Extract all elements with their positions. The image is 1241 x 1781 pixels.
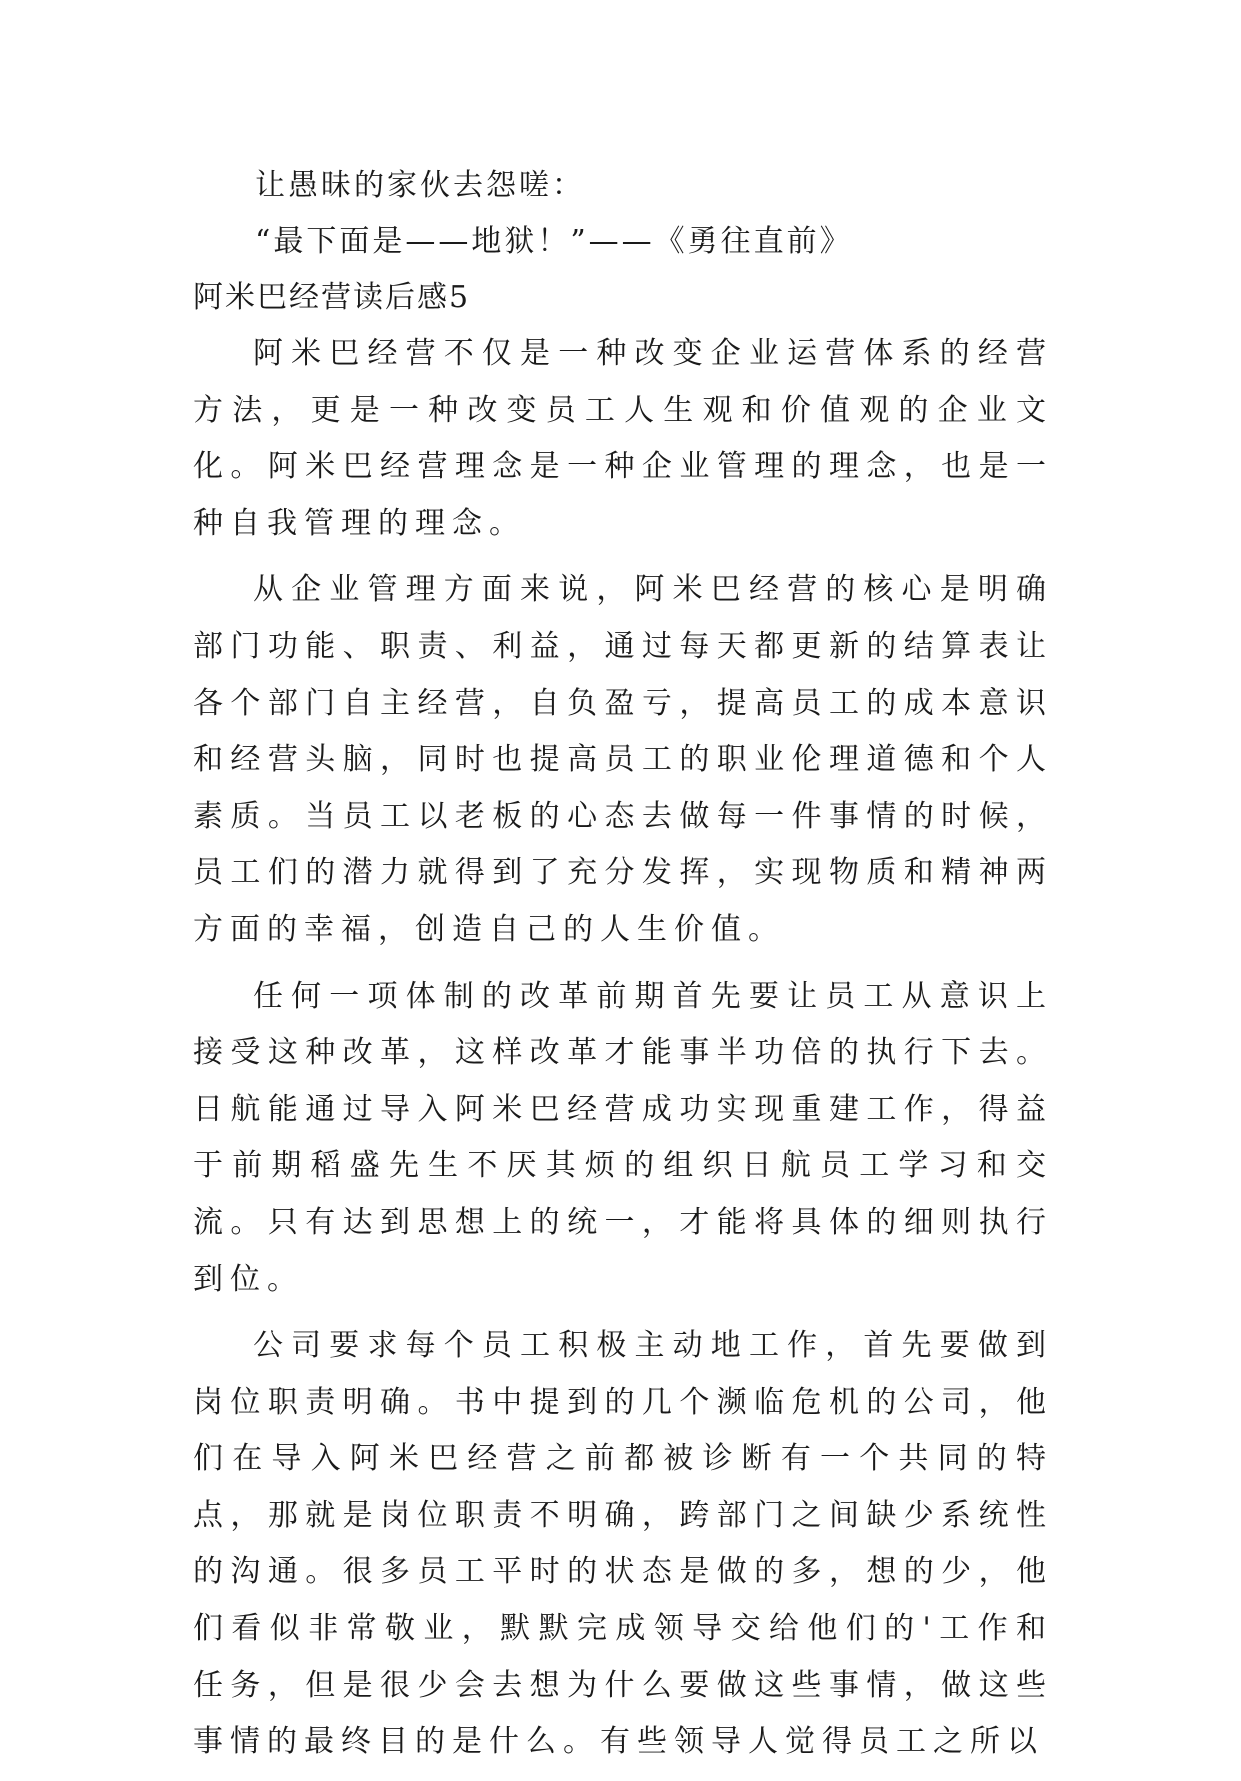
paragraph-4: 公司要求每个员工积极主动地工作，首先要做到岗位职责明确。书中提到的几个濒临危机的公司，他们在导入阿米巴经营之前都被诊断有一个共同的特点，那就是岗位职责不明确，跨部门之间缺少系统性的沟通。很多员工平时的状态是做的多，想的少，他们看似非常敬业，默默完成领导交给他们的'工作和任务，但是很少会去想为什么要做这些事情，做这些事情的最终目的是什么。有些领导人觉得员工之所以 — [193, 1328, 1053, 1760]
poem-line-2: “最下面是——地狱！”——《勇往直前》 — [255, 224, 853, 259]
document-body — [193, 158, 1053, 1781]
paragraph-1: 阿米巴经营不仅是一种改变企业运营体系的经营方法，更是一种改变员工人生观和价值观的企业文化。阿米巴经营理念是一种企业管理的理念，也是一种自我管理的理念。 — [193, 336, 1053, 541]
section-title: 阿米巴经营读后感5 — [193, 280, 471, 315]
paragraph-3: 任何一项体制的改革前期首先要让员工从意识上接受这种改革，这样改革才能事半功倍的执行下去。日航能通过导入阿米巴经营成功实现重建工作，得益于前期稻盛先生不厌其烦的组织日航员工学习和交流。只有达到思想上的统一，才能将具体的细则执行到位。 — [193, 978, 1053, 1297]
poem-line-1: 让愚昧的家伙去怨嗟： — [255, 168, 585, 203]
paragraph-2: 从企业管理方面来说，阿米巴经营的核心是明确部门功能、职责、利益，通过每天都更新的结算表让各个部门自主经营，自负盈亏，提高员工的成本意识和经营头脑，同时也提高员工的职业伦理道德和个人素质。当员工以老板的心态去做每一件事情的时候，员工们的潜力就得到了充分发挥，实现物质和精神两方面的幸福，创造自己的人生价值。 — [193, 572, 1053, 947]
